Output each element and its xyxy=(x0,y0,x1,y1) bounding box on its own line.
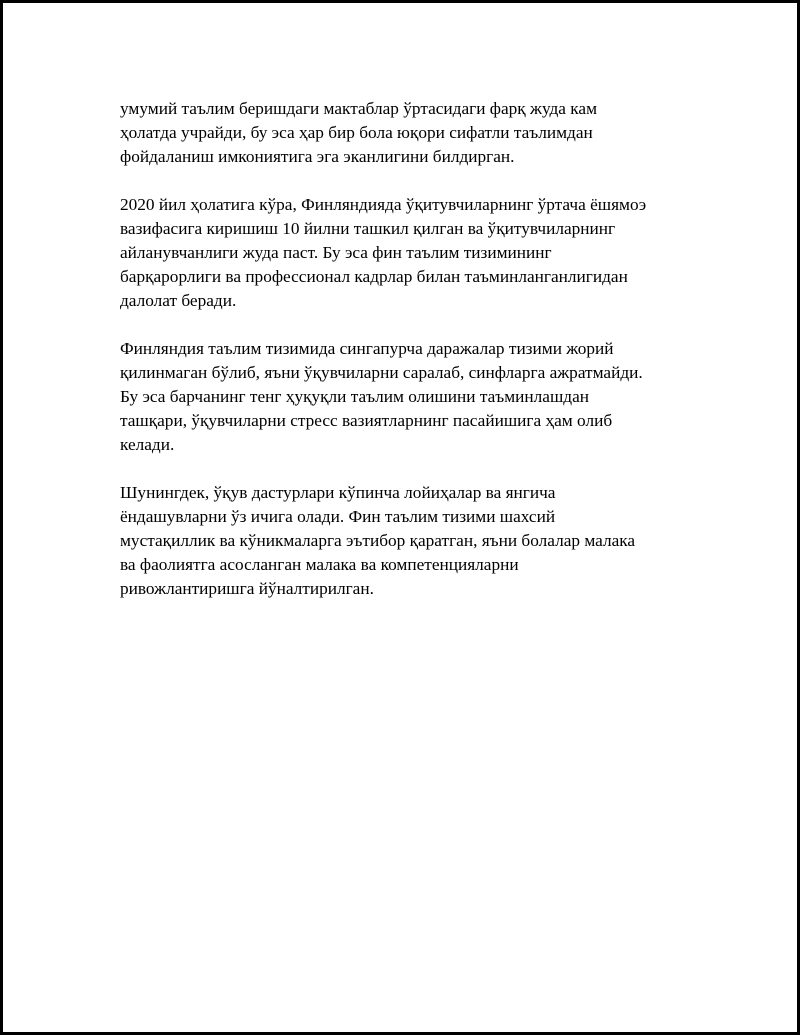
text-line: ривожлантиришга йўналтирилган. xyxy=(120,579,374,598)
text-line: айланувчанлиги жуда паст. Бу эса фин таълим тизимининг xyxy=(120,243,552,262)
text-line: қилинмаган бўлиб, яъни ўқувчиларни саралаб, синфларга ажратмайди. xyxy=(120,363,643,382)
text-line: умумий таълим беришдаги мактаблар ўртасидаги фарқ жуда кам xyxy=(120,99,598,118)
paragraph-4 xyxy=(120,481,700,601)
text-line: барқарорлиги ва профессионал кадрлар билан таъминланганлигидан xyxy=(120,267,628,286)
text-line: ҳолатда учрайди, бу эса ҳар бир бола юқори сифатли таълимдан xyxy=(120,123,593,142)
document-body xyxy=(120,97,700,625)
paragraph-3 xyxy=(120,337,700,457)
paragraph-2 xyxy=(120,193,700,313)
text-line: келади. xyxy=(120,435,175,454)
text-line: ташқари, ўқувчиларни стресс вазиятларнинг пасайишига ҳам олиб xyxy=(120,411,613,430)
text-line: ва фаолиятга асосланган малака ва компетенцияларни xyxy=(120,555,519,574)
text-line: Финляндия таълим тизимида сингапурча даражалар тизими жорий xyxy=(120,339,614,358)
text-line: далолат беради. xyxy=(120,291,237,310)
text-line: Шунингдек, ўқув дастурлари кўпинча лойиҳалар ва янгича xyxy=(120,483,556,502)
text-line: вазифасига киришиш 10 йилни ташкил қилган ва ўқитувчиларнинг xyxy=(120,219,616,238)
text-line: ёндашувларни ўз ичига олади. Фин таълим тизими шахсий xyxy=(120,507,556,526)
text-line: 2020 йил ҳолатига кўра, Финляндияда ўқитувчиларнинг ўртача ёшямоэ xyxy=(120,195,647,214)
text-line: Бу эса барчанинг тенг ҳуқуқли таълим олишини таъминлашдан xyxy=(120,387,589,406)
text-line: мустақиллик ва кўникмаларга эътибор қаратган, яъни болалар малака xyxy=(120,531,636,550)
text-line: фойдаланиш имкониятига эга эканлигини билдирган. xyxy=(120,147,515,166)
paragraph-1 xyxy=(120,97,700,169)
